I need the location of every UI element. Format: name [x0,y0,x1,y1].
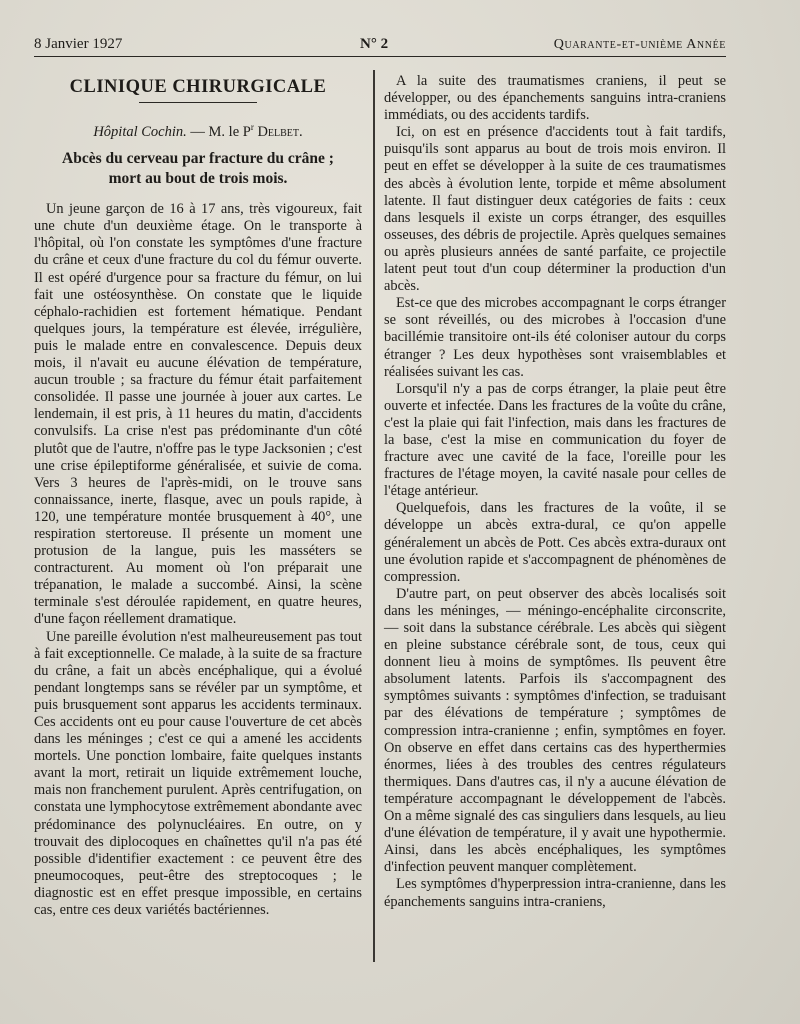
paragraph: Une pareille évolution n'est malheureusement pas tout à fait exceptionnelle. Ce malade, à la suite de sa fracture du crâne, a fait un abcès encéphalique, qui a évolué pendant longtemps sans se révéler par un symptôme, et puis brusquement sont apparus les accidents terminaux. Ces accidents ont eu pour cause l'ouverture de cet abcès dans les méninges ; c'est ce qui a amené les accidents mortels. Une ponction lombaire, faite quelques instants avant la mort, retirait un liquide extrêmement louche, mais non franchement purulent. Après centrifugation, on constata une lymphocytose extrêmement abondante avec prédominance des polynucléaires. En outre, on y trouvait des diplocoques en chaînettes qu'il n'a pas été possible d'identifier exactement : ce peuvent être des pneumocoques, peut-être des streptocoques ; le diagnostic est en effet presque impossible, en certains cas, entre ces deux variétés bactériennes. [34,628,362,919]
issue-number: N° 2 [360,36,389,52]
column-divider [373,70,375,962]
location-line [34,119,362,141]
paragraph: Est-ce que des microbes accompagnant le corps étranger se sont réveillés, ou des microbes à l'occasion d'une bacillémie transitoire ont-ils été coloniser autour du corps étranger ? Les deux hypothèses sont vraisemblables et réalisées suivant les cas. [384,295,726,380]
location-separator: — M. le P [186,124,251,141]
volume-year: Quarante-et-unième Année [553,37,726,52]
paragraph: Ici, on est en présence d'accidents tout à fait tardifs, puisqu'ils sont apparus au bout de trois mois environ. Il peut en effet se développer à la suite de ces traumatismes des abcès à évolution lente, torpide et même absolument latente. Il faut distinguer deux catégories de faits : ceux dans lesquels il existe un corps étranger, des esquilles osseuses, des débris de projectile. Après quelques semaines ou après plusieurs années de santé parfaite, ce projectile latent peut tout d'un coup déterminer la production d'un abcès. [384,124,726,295]
title-rule [139,102,257,103]
right-column [384,73,726,911]
paragraph: D'autre part, on peut observer des abcès localisés soit dans les méninges, — méningo-encéphalite circonscrite, — soit dans la substance cérébrale. Les abcès qui siègent en pleine substance cérébrale sont, de tous, ceux qui donnent lieu à moins de symptômes. Ils peuvent être absolument latents. Parfois ils s'accompagnent des symptômes suivants : symptômes d'infection, se traduisant par des élévations de température ; symptômes de compression intra-cranienne ; enfin, symptômes en foyer. On observe en effet dans certains cas des hyperthermies énormes, liées à des troubles des centres régulateurs thermiques. Dans d'autres cas, il n'y a aucune élévation de température accompagnant le développement de l'abcès. On a même signalé des cas singuliers dans lesquels, au lieu d'une élévation de température, il y avait une hypothermie. Ainsi, dans les abcès encéphaliques, les symptômes d'infection peuvent manquer complètement. [384,585,726,876]
paragraph: Quelquefois, dans les fractures de la voûte, il se développe un abcès extra-dural, ce qu'on appelle généralement un abcès de Pott. Ces abcès extra-duraux ont une évolution rapide et s'accompagnent de phénomènes de compression. [384,500,726,585]
paragraph: Un jeune garçon de 16 à 17 ans, très vigoureux, fait une chute d'un deuxième étage. On le transporte à l'hôpital, où l'on constate les symptômes d'une fracture du crâne et ceux d'une fracture du col du fémur ouverte. Il est opéré d'urgence pour sa fracture du fémur, on lui fait une ostéosynthèse. On constate que le liquide céphalo-rachidien est fortement hématique. Pendant quelques jours, la température est élevée, irrégulière, puis le malade entre en convalescence. Depuis deux mois, il n'avait eu aucune élévation de température, aucun trouble ; sa fracture du fémur était parfaitement consolidée. Il passe une journée à jouer aux cartes. Le lendemain, il est pris, à 11 heures du matin, d'accidents convulsifs. La crise n'est pas prédominante d'un côté plutôt que de l'autre, n'offre pas le type Jacksonien ; c'est une crise épileptiforme généralisée, et suivie de coma. Vers 3 heures de l'après-midi, on le trouve sans connaissance, inerte, flasque, avec un pouls rapide, à 120, une température montée brusquement à 40°, une respiration stertoreuse. Il présente un moment une protusion de la langue, puis les masséters se contracturent. Au moment où l'on préparait une trépanation, le malade a succombé. Ainsi, la scène terminale s'est déroulée rapidement, en quatre heures, d'une façon réellement dramatique. [34,201,362,628]
article-title-line-2: mort au bout de trois mois. [108,170,288,188]
article-title-line-1: Abcès du cerveau par fracture du crâne ; [62,150,334,168]
issue-date: 8 Janvier 1927 [34,36,123,52]
paragraph: A la suite des traumatismes craniens, il peut se développer, ou des épanchements sanguins intra-craniens immédiats, ou des accidents tardifs. [384,73,726,124]
title-superscript: r [250,122,254,133]
section-title: CLINIQUE CHIRURGICALE [69,77,327,97]
page-header [34,34,726,57]
hospital-name: Hôpital Cochin. [93,124,187,141]
article-title [34,149,362,189]
author-name: Delbet. [253,124,303,141]
left-column [34,66,362,919]
paragraph: Lorsqu'il n'y a pas de corps étranger, la plaie peut être ouverte et infectée. Dans les fractures de la voûte du crâne, c'est la plaie qui fait l'infection, mais dans les fractures de la base, c'est la mise en communication du foyer de fracture avec une cavité de la face, l'oreille pour les fractures de l'étage moyen, la cavité nasale pour celles de l'étage antérieur. [384,380,726,500]
paragraph: Les symptômes d'hyperpression intra-cranienne, dans les épanchements sanguins intra-craniens, [384,876,726,910]
